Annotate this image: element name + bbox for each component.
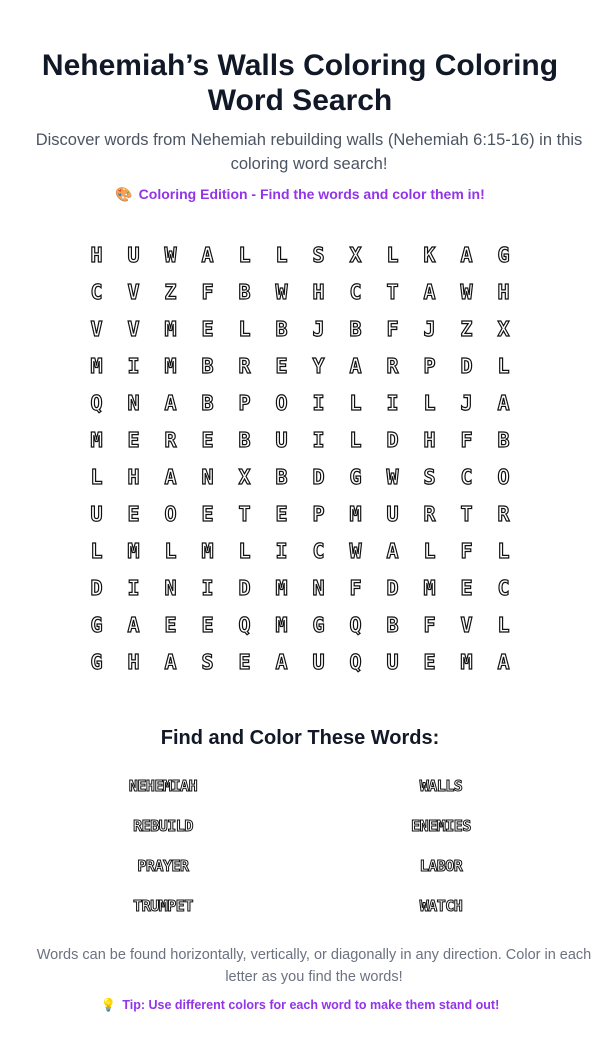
word-item: NEHEMIAH [128, 777, 198, 795]
grid-cell[interactable]: V [127, 279, 140, 304]
grid-cell[interactable]: P [312, 501, 325, 526]
grid-cell[interactable]: A [497, 649, 510, 674]
grid-cell[interactable]: J [423, 316, 436, 341]
grid-cell[interactable]: F [201, 279, 214, 304]
word-item: ENEMIES [411, 817, 471, 835]
grid-cell[interactable]: U [90, 501, 103, 526]
grid-cell[interactable]: H [90, 242, 103, 267]
grid-cell[interactable]: D [312, 464, 325, 489]
grid-cell[interactable]: B [275, 316, 288, 341]
grid-cell[interactable]: A [275, 649, 288, 674]
grid-cell[interactable]: M [164, 316, 177, 341]
grid-cell[interactable]: U [127, 242, 140, 267]
grid-cell[interactable]: A [423, 279, 436, 304]
grid-cell[interactable]: A [127, 612, 140, 637]
grid-cell[interactable]: I [127, 575, 140, 600]
grid-cell[interactable]: S [423, 464, 436, 489]
grid-cell[interactable]: G [312, 612, 325, 637]
word-item: PRAYER [137, 857, 189, 875]
grid-cell[interactable]: E [275, 501, 288, 526]
word-list [24, 766, 580, 926]
grid-cell[interactable]: U [386, 501, 399, 526]
grid-cell[interactable]: E [201, 427, 214, 452]
grid-cell[interactable]: L [349, 427, 362, 452]
grid-cell[interactable]: D [386, 575, 399, 600]
grid-cell[interactable]: R [386, 353, 399, 378]
grid-cell[interactable]: C [497, 575, 510, 600]
grid-cell[interactable]: H [497, 279, 510, 304]
grid-cell[interactable]: D [238, 575, 251, 600]
word-list-title: Find and Color These Words: [160, 727, 440, 749]
grid-cell[interactable]: H [127, 649, 140, 674]
grid-cell[interactable]: T [460, 501, 473, 526]
grid-cell[interactable]: R [423, 501, 436, 526]
grid-cell[interactable]: L [349, 390, 362, 415]
grid-cell[interactable]: H [312, 279, 325, 304]
grid-cell[interactable]: F [386, 316, 399, 341]
grid-cell[interactable]: B [238, 427, 251, 452]
grid-cell[interactable]: A [460, 242, 473, 267]
grid-cell[interactable]: N [201, 464, 214, 489]
tip-text: Tip: Use different colors for each word to make them stand out! [122, 998, 500, 1012]
grid-cell[interactable]: E [423, 649, 436, 674]
grid-cell[interactable]: J [460, 390, 473, 415]
grid-cell[interactable]: C [312, 538, 325, 563]
grid-cell[interactable]: A [164, 464, 177, 489]
grid-cell[interactable]: B [201, 353, 214, 378]
grid-cell[interactable]: C [460, 464, 473, 489]
grid-cell[interactable]: L [275, 242, 288, 267]
grid-cell[interactable]: M [423, 575, 436, 600]
grid-cell[interactable]: D [460, 353, 473, 378]
grid-cell[interactable]: B [275, 464, 288, 489]
grid-cell[interactable]: Z [460, 316, 473, 341]
grid-cell[interactable]: A [497, 390, 510, 415]
page-title: Nehemiah’s Walls Coloring Coloring Word Search [41, 49, 559, 117]
grid-cell[interactable]: K [423, 242, 436, 267]
grid-cell[interactable]: N [127, 390, 140, 415]
word-item: WALLS [419, 777, 463, 795]
grid-cell[interactable]: R [238, 353, 251, 378]
grid-cell[interactable]: L [238, 316, 251, 341]
grid-cell[interactable]: B [349, 316, 362, 341]
grid-cell[interactable]: L [423, 538, 436, 563]
grid-cell[interactable]: Q [90, 390, 103, 415]
grid-cell[interactable]: U [386, 649, 399, 674]
grid-cell[interactable]: Q [238, 612, 251, 637]
grid-cell[interactable]: G [497, 242, 510, 267]
grid-cell[interactable]: L [238, 242, 251, 267]
palette-icon: 🎨 [115, 186, 133, 202]
word-item: REBUILD [133, 817, 193, 835]
grid-cell[interactable]: E [201, 501, 214, 526]
grid-cell[interactable]: T [386, 279, 399, 304]
grid-cell[interactable]: A [201, 242, 214, 267]
grid-cell[interactable]: L [423, 390, 436, 415]
grid-cell[interactable]: F [460, 538, 473, 563]
grid-cell[interactable]: I [275, 538, 288, 563]
grid-cell[interactable]: F [460, 427, 473, 452]
grid-cell[interactable]: M [201, 538, 214, 563]
grid-cell[interactable]: O [497, 464, 510, 489]
grid-cell[interactable]: W [460, 279, 473, 304]
instructions: Words can be found horizontally, vertically, or diagonally in any direction. Color in each letter as you find the words! [36, 947, 592, 985]
grid-cell[interactable]: V [127, 316, 140, 341]
grid-cell[interactable]: L [164, 538, 177, 563]
grid-cell[interactable]: G [349, 464, 362, 489]
edition-text: Coloring Edition - Find the words and color them in! [138, 186, 485, 202]
grid-cell[interactable]: B [386, 612, 399, 637]
word-item: TRUMPET [133, 897, 193, 915]
grid-cell[interactable]: M [349, 501, 362, 526]
grid-cell[interactable]: E [238, 649, 251, 674]
grid-cell[interactable]: L [90, 538, 103, 563]
grid-cell[interactable]: P [423, 353, 436, 378]
grid-cell[interactable]: H [423, 427, 436, 452]
grid-cell[interactable]: F [349, 575, 362, 600]
grid-cell[interactable]: L [386, 242, 399, 267]
grid-cell[interactable]: L [238, 538, 251, 563]
grid-cell[interactable]: H [127, 464, 140, 489]
grid-cell[interactable]: X [238, 464, 251, 489]
grid-cell[interactable]: B [201, 390, 214, 415]
grid-cell[interactable]: W [164, 242, 177, 267]
grid-cell[interactable]: M [127, 538, 140, 563]
grid-cell[interactable]: E [164, 612, 177, 637]
grid-cell[interactable]: A [164, 649, 177, 674]
grid-cell[interactable]: U [312, 649, 325, 674]
grid-cell[interactable]: L [90, 464, 103, 489]
grid-cell[interactable]: M [460, 649, 473, 674]
grid-cell[interactable]: D [386, 427, 399, 452]
grid-cell[interactable]: S [312, 242, 325, 267]
grid-cell[interactable]: L [497, 538, 510, 563]
grid-cell[interactable]: T [238, 501, 251, 526]
lightbulb-icon: 💡 [100, 998, 117, 1012]
grid-cell[interactable]: R [497, 501, 510, 526]
grid-cell[interactable]: I [201, 575, 214, 600]
grid-cell[interactable]: V [460, 612, 473, 637]
grid-cell[interactable]: M [164, 353, 177, 378]
grid-cell[interactable]: O [164, 501, 177, 526]
grid-cell[interactable]: V [90, 316, 103, 341]
grid-cell[interactable]: A [349, 353, 362, 378]
grid-cell[interactable]: L [497, 353, 510, 378]
grid-cell[interactable]: X [349, 242, 362, 267]
grid-cell[interactable]: I [312, 427, 325, 452]
grid-cell[interactable]: J [312, 316, 325, 341]
grid-cell[interactable]: U [275, 427, 288, 452]
word-search-grid [78, 236, 522, 680]
grid-cell[interactable]: W [386, 464, 399, 489]
grid-cell[interactable]: O [275, 390, 288, 415]
grid-cell[interactable]: E [127, 427, 140, 452]
grid-cell[interactable]: I [127, 353, 140, 378]
grid-cell[interactable]: E [201, 612, 214, 637]
word-item: LABOR [419, 857, 463, 875]
grid-cell[interactable]: D [90, 575, 103, 600]
grid-cell[interactable]: S [201, 649, 214, 674]
grid-cell[interactable]: W [349, 538, 362, 563]
grid-cell[interactable]: M [275, 612, 288, 637]
edition-banner [24, 184, 576, 204]
grid-cell[interactable]: C [90, 279, 103, 304]
grid-cell[interactable]: I [312, 390, 325, 415]
tip [24, 996, 576, 1014]
grid-cell[interactable]: M [90, 353, 103, 378]
grid-cell[interactable]: E [201, 316, 214, 341]
grid-cell[interactable]: A [164, 390, 177, 415]
grid-cell[interactable]: M [90, 427, 103, 452]
grid-cell[interactable]: N [164, 575, 177, 600]
page-subtitle: Discover words from Nehemiah rebuilding walls (Nehemiah 6:15-16) in this coloring word search! [35, 131, 583, 173]
grid-cell[interactable]: G [90, 612, 103, 637]
grid-cell[interactable]: Q [349, 612, 362, 637]
grid-cell[interactable]: R [164, 427, 177, 452]
grid-cell[interactable]: B [238, 279, 251, 304]
grid-cell[interactable]: A [386, 538, 399, 563]
grid-cell[interactable]: E [127, 501, 140, 526]
grid-cell[interactable]: I [386, 390, 399, 415]
grid-cell[interactable]: Y [312, 353, 325, 378]
grid-cell[interactable]: Z [164, 279, 177, 304]
grid-cell[interactable]: X [497, 316, 510, 341]
grid-cell[interactable]: B [497, 427, 510, 452]
grid-cell[interactable]: E [275, 353, 288, 378]
grid-cell[interactable]: E [460, 575, 473, 600]
grid-cell[interactable]: N [312, 575, 325, 600]
grid-cell[interactable]: P [238, 390, 251, 415]
grid-cell[interactable]: F [423, 612, 436, 637]
grid-cell[interactable]: C [349, 279, 362, 304]
grid-cell[interactable]: M [275, 575, 288, 600]
grid-cell[interactable]: W [275, 279, 288, 304]
word-item: WATCH [419, 897, 463, 915]
grid-cell[interactable]: G [90, 649, 103, 674]
grid-cell[interactable]: L [497, 612, 510, 637]
grid-cell[interactable]: Q [349, 649, 362, 674]
